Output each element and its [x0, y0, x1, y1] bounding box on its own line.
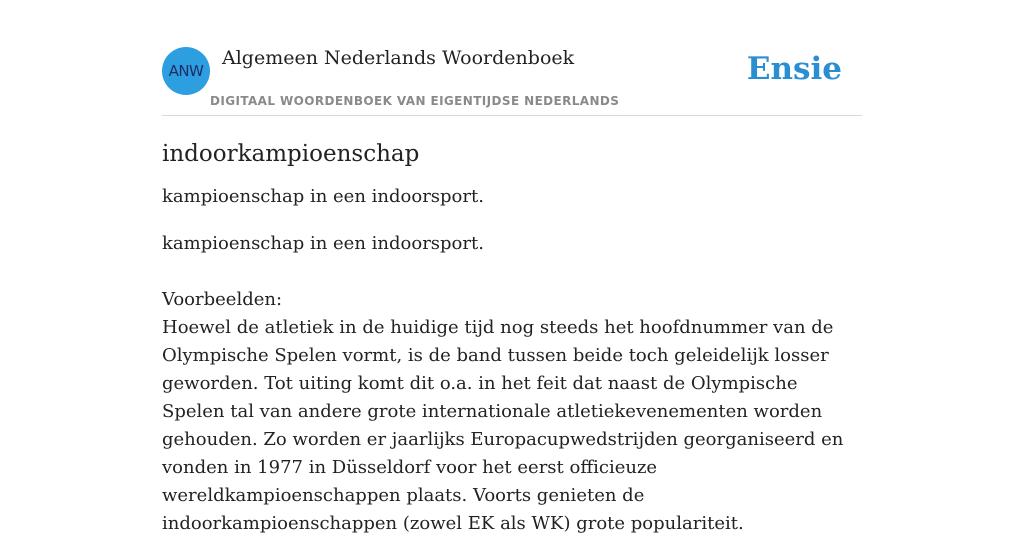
entry-definition: kampioenschap in een indoorsport. [162, 233, 484, 254]
site-subtitle: DIGITAAL WOORDENBOEK VAN EIGENTIJDSE NEDERLANDS [210, 94, 620, 108]
site-header [162, 44, 862, 116]
page-title: indoorkampioenschap [162, 141, 420, 167]
entry-content [162, 138, 862, 538]
logo-text: ANW [168, 62, 204, 80]
examples-label: Voorbeelden: [162, 289, 283, 310]
ensie-brand-logo[interactable]: Ensie [746, 51, 842, 87]
entry-summary: kampioenschap in een indoorsport. [162, 186, 484, 207]
example-text: Hoewel de atletiek in de huidige tijd nog steeds het hoofdnummer van de Olympische Spelen vormt, is de band tussen beide toch geleidelijk losser geworden. Tot uiting komt dit o.a. in het feit dat naast de Olympische Spelen tal van andere grote internationale atletiekevenementen worden gehouden. Zo worden er jaarlijks Europacupwedstrijden georganiseerd en vonden in 1977 in Düsseldorf voor het eerst officieuze wereldkampioenschappen plaats. Voorts genieten de indoorkampioenschappen (zowel EK als WK) grote populariteit. [162, 317, 844, 534]
anw-logo[interactable] [162, 47, 210, 95]
site-title[interactable]: Algemeen Nederlands Woordenboek [222, 47, 575, 69]
